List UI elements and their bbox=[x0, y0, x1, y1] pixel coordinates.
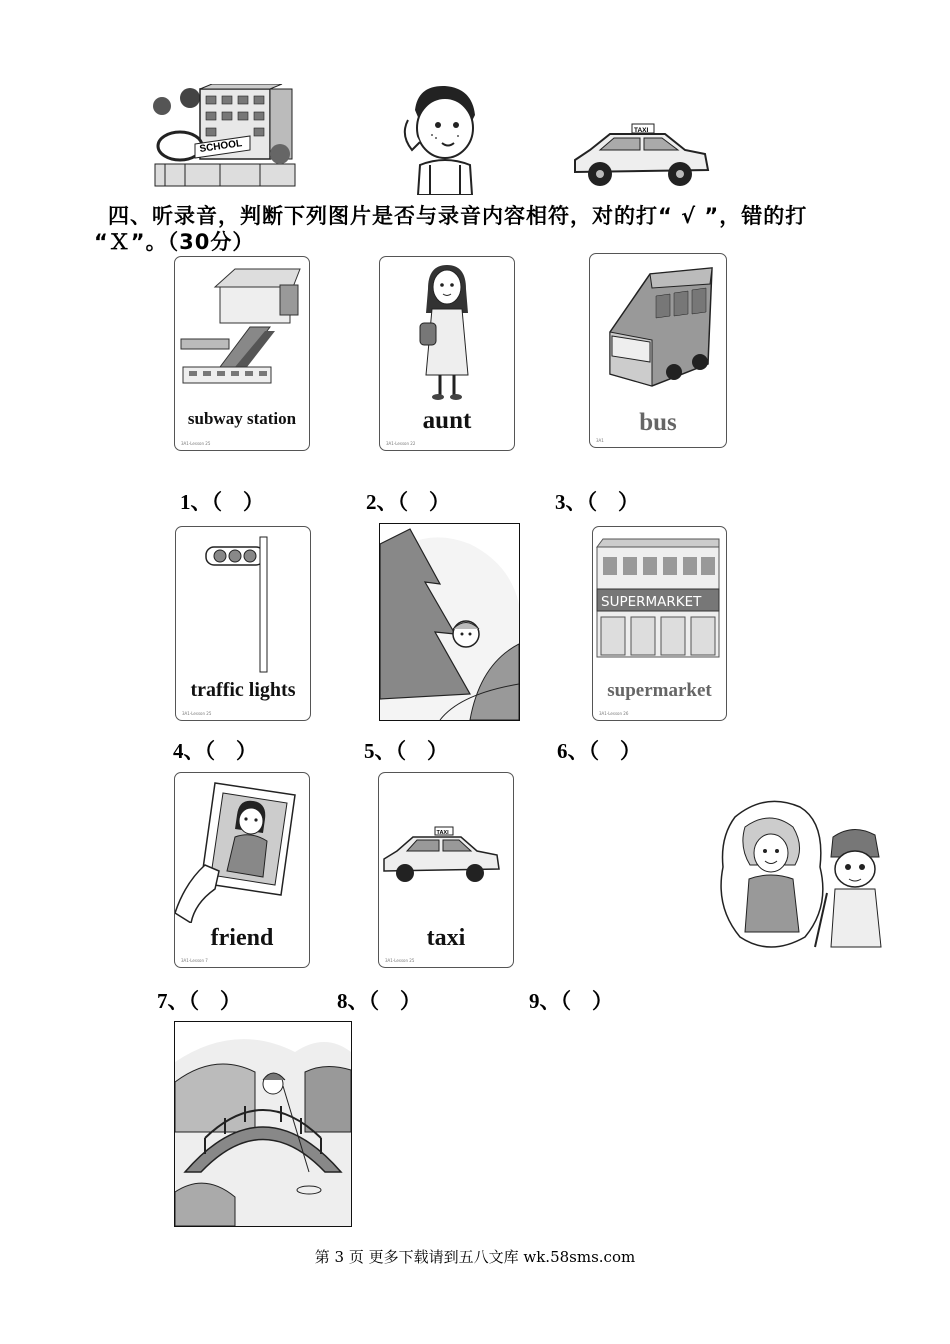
school-illustration bbox=[150, 84, 300, 189]
card-code: 3A1-Lesson 26 bbox=[599, 711, 629, 716]
card-code: 3A1-Lesson 25 bbox=[181, 441, 211, 446]
card-traffic-lights bbox=[175, 526, 311, 721]
supermarket-sign: SUPERMARKET bbox=[601, 594, 702, 610]
card-subway-station bbox=[174, 256, 310, 451]
card-label: subway station bbox=[187, 409, 297, 428]
tree-hiding-child-picture bbox=[379, 523, 520, 721]
school-sign: SCHOOL bbox=[198, 138, 243, 155]
teacher-and-boy-illustration bbox=[715, 797, 890, 957]
card-friend bbox=[174, 772, 310, 968]
traffic-lights-picture bbox=[176, 527, 310, 677]
boy-illustration bbox=[390, 80, 490, 195]
taxi-top-sign: TAXI bbox=[634, 127, 649, 134]
answer-blank-5[interactable]: 5、（ ） bbox=[364, 739, 448, 763]
answer-blank-9[interactable]: 9、（ ） bbox=[529, 989, 613, 1013]
card-code: 3A1-Lesson 25 bbox=[385, 958, 415, 963]
section-instruction-line1: 四、听录音，判断下列图片是否与录音内容相符，对的打“ √ ”，错的打 bbox=[108, 204, 808, 228]
bus-picture bbox=[590, 254, 726, 404]
section-instruction-line2: “Ｘ”。（30分） bbox=[94, 230, 255, 254]
card-supermarket bbox=[592, 526, 727, 721]
subway-station-picture bbox=[175, 257, 309, 407]
card-label: bus bbox=[639, 409, 677, 436]
answer-blank-8[interactable]: 8、（ ） bbox=[337, 989, 421, 1013]
answer-blank-7[interactable]: 7、（ ） bbox=[157, 989, 241, 1013]
card-label: supermarket bbox=[607, 680, 712, 701]
card-code: 3A1-Lesson 25 bbox=[182, 711, 212, 716]
answer-blank-3[interactable]: 3、（ ） bbox=[555, 490, 639, 514]
card-label: taxi bbox=[426, 925, 466, 951]
card-code: 3A1-Lesson 7 bbox=[181, 958, 208, 963]
answer-blank-2[interactable]: 2、（ ） bbox=[366, 490, 450, 514]
answer-blank-1[interactable]: 1、（ ） bbox=[180, 490, 264, 514]
aunt-picture bbox=[380, 257, 514, 407]
card-label: traffic lights bbox=[190, 679, 296, 701]
answer-blank-6[interactable]: 6、（ ） bbox=[557, 739, 641, 763]
card-code: 3A1 bbox=[596, 438, 604, 443]
answer-blank-4[interactable]: 4、（ ） bbox=[173, 739, 257, 763]
taxi-illustration bbox=[570, 120, 712, 192]
card-code: 3A1-Lesson 22 bbox=[386, 441, 416, 446]
card-bus bbox=[589, 253, 727, 448]
supermarket-picture bbox=[593, 527, 726, 677]
taxi-picture bbox=[379, 773, 513, 923]
friend-photo-picture bbox=[175, 773, 309, 923]
card-taxi bbox=[378, 772, 514, 968]
card-aunt bbox=[379, 256, 515, 451]
page-footer: 第 3 页 更多下载请到五八文库 wk.58sms.com bbox=[314, 1248, 636, 1266]
taxi-card-sign: TAXI bbox=[436, 830, 449, 836]
card-label: friend bbox=[210, 925, 274, 951]
card-label: aunt bbox=[422, 407, 472, 434]
bridge-fishing-picture bbox=[174, 1021, 352, 1227]
